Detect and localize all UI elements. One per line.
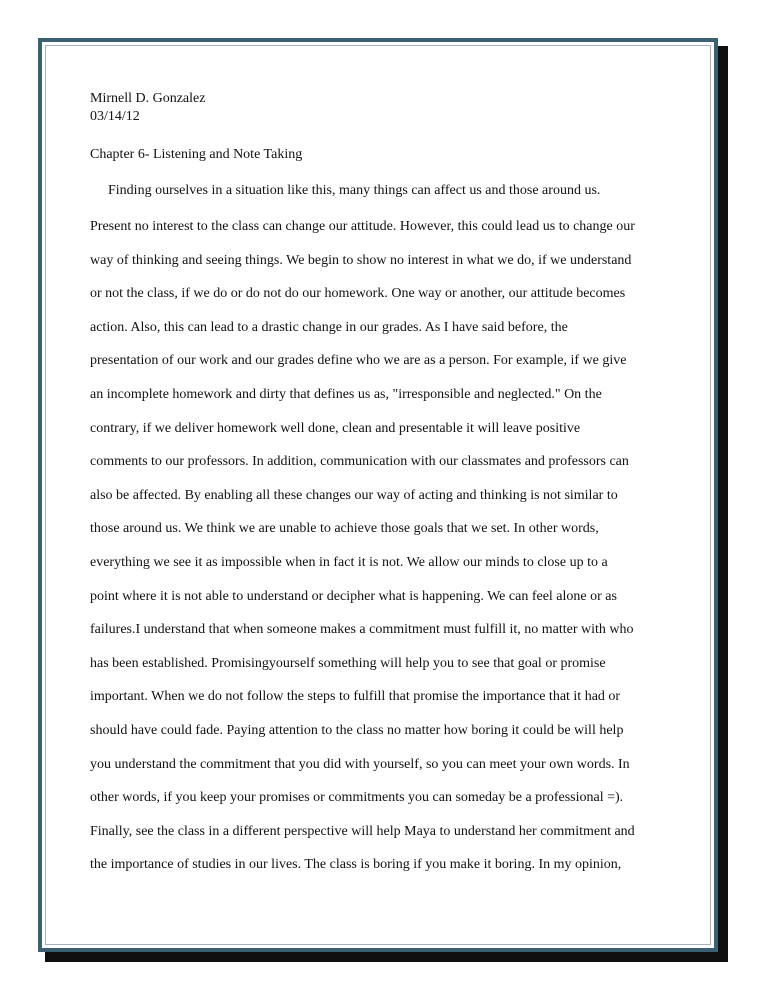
body-line: has been established. Promisingyourself something will help you to see that goal or promise: [90, 655, 606, 671]
body-line: other words, if you keep your promises or commitments you can someday be a professional =).: [90, 790, 624, 806]
document-date: 03/14/12: [90, 109, 140, 124]
document-content: [90, 90, 690, 890]
body-line: failures.I understand that when someone makes a commitment must fulfill it, no matter with who: [90, 622, 634, 638]
body-line: presentation of our work and our grades define who we are as a person. For example, if we give: [90, 353, 627, 369]
body-line: an incomplete homework and dirty that defines us as, "irresponsible and neglected." On the: [90, 386, 602, 402]
body-line: Present no interest to the class can change our attitude. However, this could lead us to change our: [90, 219, 635, 234]
body-line: contrary, if we deliver homework well done, clean and presentable it will leave positive: [90, 420, 581, 436]
body-line: important. When we do not follow the steps to fulfill that promise the importance that it had or: [90, 689, 621, 705]
body-line: action. Also, this can lead to a drastic change in our grades. As I have said before, the: [90, 319, 568, 335]
body-line: way of thinking and seeing things. We begin to show no interest in what we do, if we understand: [90, 252, 632, 268]
body-line: everything we see it as impossible when in fact it is not. We allow our minds to close up to a: [90, 554, 608, 570]
body-line: those around us. We think we are unable to achieve those goals that we set. In other words,: [90, 521, 599, 537]
body-line: should have could fade. Paying attention to the class no matter how boring it could be will help: [90, 722, 624, 738]
body-line: or not the class, if we do or do not do our homework. One way or another, our attitude becomes: [90, 286, 626, 302]
body-line: the importance of studies in our lives. The class is boring if you make it boring. In my opinion,: [90, 857, 622, 873]
body-line: comments to our professors. In addition, communication with our classmates and professors can: [90, 454, 629, 470]
body-line: Finally, see the class in a different perspective will help Maya to understand her commitment and: [90, 823, 635, 839]
body-line: Finding ourselves in a situation like this, many things can affect us and those around us.: [108, 183, 601, 198]
body-line: you understand the commitment that you did with yourself, so you can meet your own words. In: [90, 756, 630, 772]
author-name: Mirnell D. Gonzalez: [90, 91, 206, 106]
chapter-title: Chapter 6- Listening and Note Taking: [90, 147, 303, 162]
body-line: point where it is not able to understand or decipher what is happening. We can feel alone or as: [90, 588, 617, 604]
body-line: also be affected. By enabling all these changes our way of acting and thinking is not similar to: [90, 487, 618, 503]
